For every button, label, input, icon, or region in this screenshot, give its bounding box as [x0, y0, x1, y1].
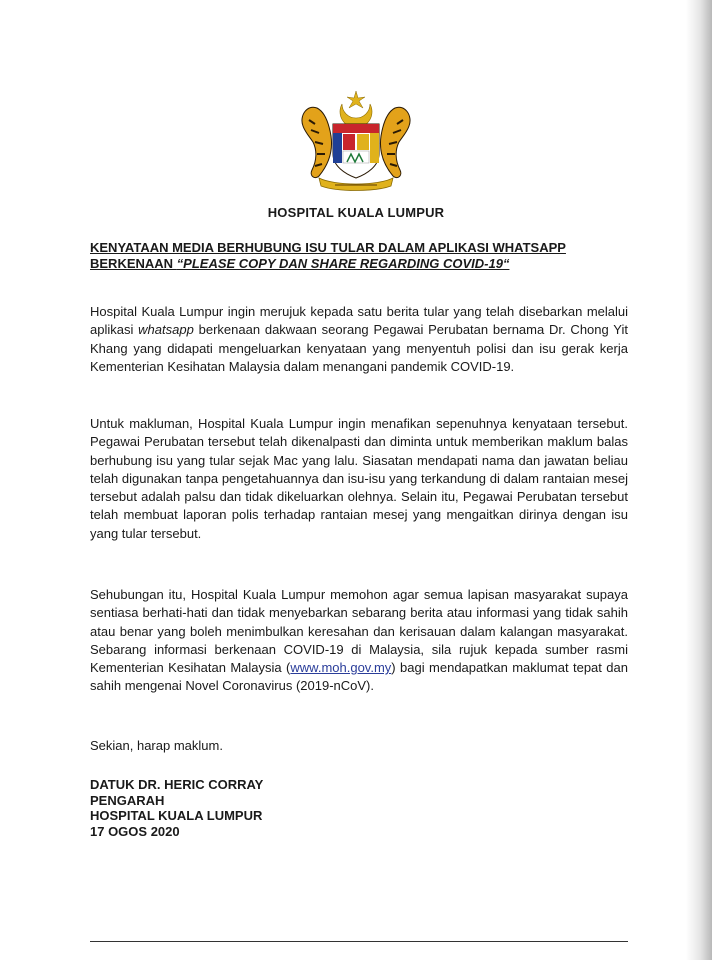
- malaysia-coat-of-arms-icon: [295, 90, 417, 192]
- subject-line-2: BERKENAAN “PLEASE COPY DAN SHARE REGARDING COVID-19“: [90, 256, 510, 271]
- page-edge-shadow: [686, 0, 712, 960]
- subject-quote: “PLEASE COPY DAN SHARE REGARDING COVID-19“: [176, 256, 510, 271]
- paragraph-1: Hospital Kuala Lumpur ingin merujuk kepada satu berita tular yang telah disebarkan melalui aplikasi whatsapp berkenaan dakwaan seorang Pegawai Perubatan bernama Dr. Chong Yit Khang yang didapati mengeluarkan kenyataan yang menyentuh polisi dan isu gerak kerja Kementerian Kesihatan Malaysia dalam menangani pandemik COVID-19.: [90, 304, 628, 374]
- paragraph-2: Untuk makluman, Hospital Kuala Lumpur ingin menafikan sepenuhnya kenyataan tersebut. Pegawai Perubatan tersebut telah dikenalpasti dan diminta untuk memberikan maklum balas berhubung isu yang tular sejak Mac yang lalu. Siasatan mendapati nama dan jawatan beliau telah digunakan tanpa pengetahuannya dan isu-isu yang terkandung di dalam rantaian mesej tersebut adalah palsu dan tidak dikeluarkan olehnya. Selain itu, Pegawai Perubatan tersebut telah membuat laporan polis terhadap rantaian mesej yang mengaitkan dirinya dengan isu yang tular tersebut.: [90, 416, 628, 541]
- paragraph-3: Sehubungan itu, Hospital Kuala Lumpur memohon agar semua lapisan masyarakat supaya sentiasa berhati-hati dan tidak menyebarkan sebarang berita atau informasi yang tidak sahih atau benar yang boleh menimbulkan keresahan dan kerisauan dalam kalangan masyarakat. Sebarang informasi berkenaan COVID-19 di Malaysia, sila rujuk kepada sumber rasmi Kementerian Kesihatan Malaysia (www.moh.gov.my) bagi mendapatkan maklumat tepat dan sahih mengenai Novel Coronavirus (2019-nCoV).: [90, 587, 628, 694]
- closing-line: Sekian, harap maklum.: [90, 738, 223, 753]
- whatsapp-term: whatsapp: [138, 322, 194, 338]
- moh-website-link[interactable]: www.moh.gov.my: [290, 660, 392, 676]
- signatory-title: PENGARAH: [90, 792, 165, 808]
- footer-divider: [90, 941, 628, 942]
- signatory-name: DATUK DR. HERIC CORRAY: [90, 777, 264, 792]
- statement-subject: [90, 240, 650, 272]
- subject-line-1: KENYATAAN MEDIA BERHUBUNG ISU TULAR DALAM APLIKASI WHATSAPP: [90, 240, 566, 255]
- signature-block: [90, 777, 263, 839]
- statement-date: 17 OGOS 2020: [90, 823, 180, 839]
- signatory-organisation: HOSPITAL KUALA LUMPUR: [90, 808, 263, 823]
- hospital-heading: HOSPITAL KUALA LUMPUR: [267, 205, 445, 220]
